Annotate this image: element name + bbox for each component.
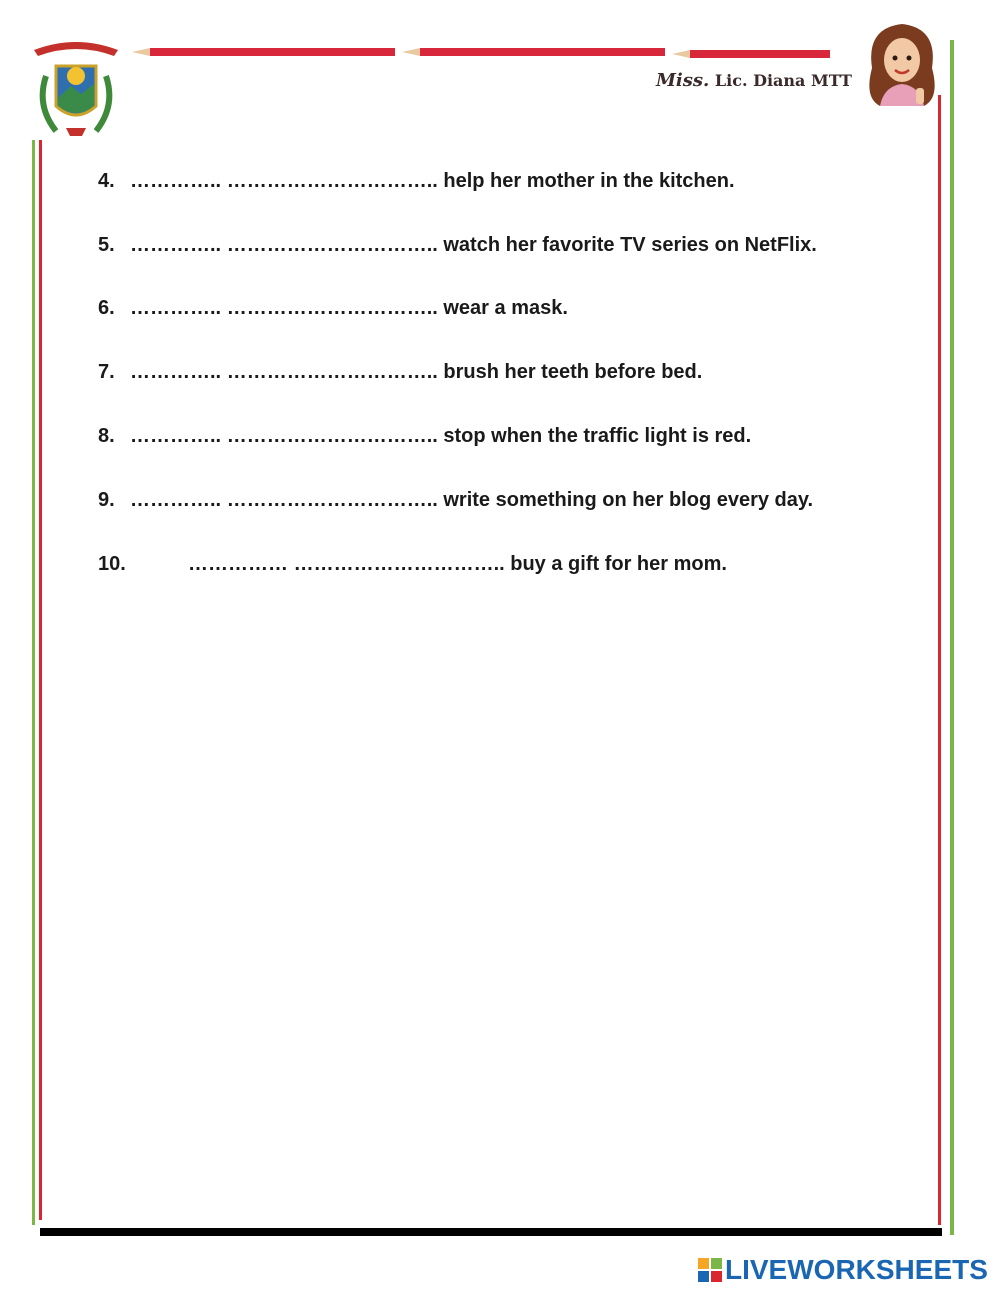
- item-text: stop when the traffic light is red.: [443, 425, 752, 447]
- item-text: watch her favorite TV series on NetFlix.: [443, 234, 817, 256]
- logo-blocks-icon: [698, 1258, 722, 1282]
- item-number: 5.: [98, 234, 115, 256]
- coat-of-arms-icon: [26, 36, 126, 140]
- blank-subject: …………..: [130, 361, 222, 383]
- blank-modal: …………………………..: [226, 234, 438, 256]
- item-text: buy a gift for her mom.: [510, 553, 727, 575]
- author-prefix: Miss.: [656, 70, 710, 91]
- blank-subject: …………..: [130, 234, 222, 256]
- exercise-item: [98, 553, 727, 576]
- bottom-border: [40, 1228, 942, 1236]
- left-red-border: [39, 140, 42, 1220]
- item-number: 10.: [98, 553, 126, 575]
- pencil-tip-icon: [672, 50, 690, 58]
- blank-subject: …………..: [130, 170, 222, 192]
- item-text: brush her teeth before bed.: [443, 361, 703, 383]
- exercise-item: [98, 489, 813, 512]
- right-red-border: [938, 95, 941, 1225]
- right-green-border: [950, 40, 954, 1235]
- item-text: write something on her blog every day.: [443, 489, 814, 511]
- pencil-tip-icon: [132, 48, 150, 56]
- blank-modal: …………………………..: [226, 361, 438, 383]
- item-number: 4.: [98, 170, 115, 192]
- item-number: 6.: [98, 297, 115, 319]
- pencil-decoration: [150, 48, 395, 56]
- pencil-decoration: [690, 50, 830, 58]
- blank-modal: …………………………..: [226, 425, 438, 447]
- exercise-item: [98, 234, 817, 257]
- item-number: 8.: [98, 425, 115, 447]
- blank-subject: …………..: [130, 489, 222, 511]
- blank-modal: …………………………..: [226, 297, 438, 319]
- author-label: [656, 70, 852, 91]
- blank-modal: …………………………..: [293, 553, 505, 575]
- pencil-decoration: [420, 48, 665, 56]
- blank-subject: ……………: [188, 553, 288, 575]
- brand-name: LIVEWORKSHEETS: [725, 1254, 988, 1285]
- left-green-border: [32, 140, 35, 1225]
- exercise-item: [98, 297, 568, 320]
- blank-modal: …………………………..: [226, 489, 438, 511]
- teacher-avatar-icon: [858, 18, 946, 108]
- item-text: help her mother in the kitchen.: [443, 170, 735, 192]
- blank-modal: …………………………..: [226, 170, 438, 192]
- pencil-tip-icon: [402, 48, 420, 56]
- exercise-item: [98, 361, 702, 384]
- exercise-item: [98, 425, 751, 448]
- item-number: 9.: [98, 489, 115, 511]
- blank-subject: …………..: [130, 297, 222, 319]
- blank-subject: …………..: [130, 425, 222, 447]
- item-text: wear a mask.: [443, 297, 568, 319]
- exercise-item: [98, 170, 735, 193]
- author-name: Lic. Diana MTT: [714, 71, 852, 90]
- item-number: 7.: [98, 361, 115, 383]
